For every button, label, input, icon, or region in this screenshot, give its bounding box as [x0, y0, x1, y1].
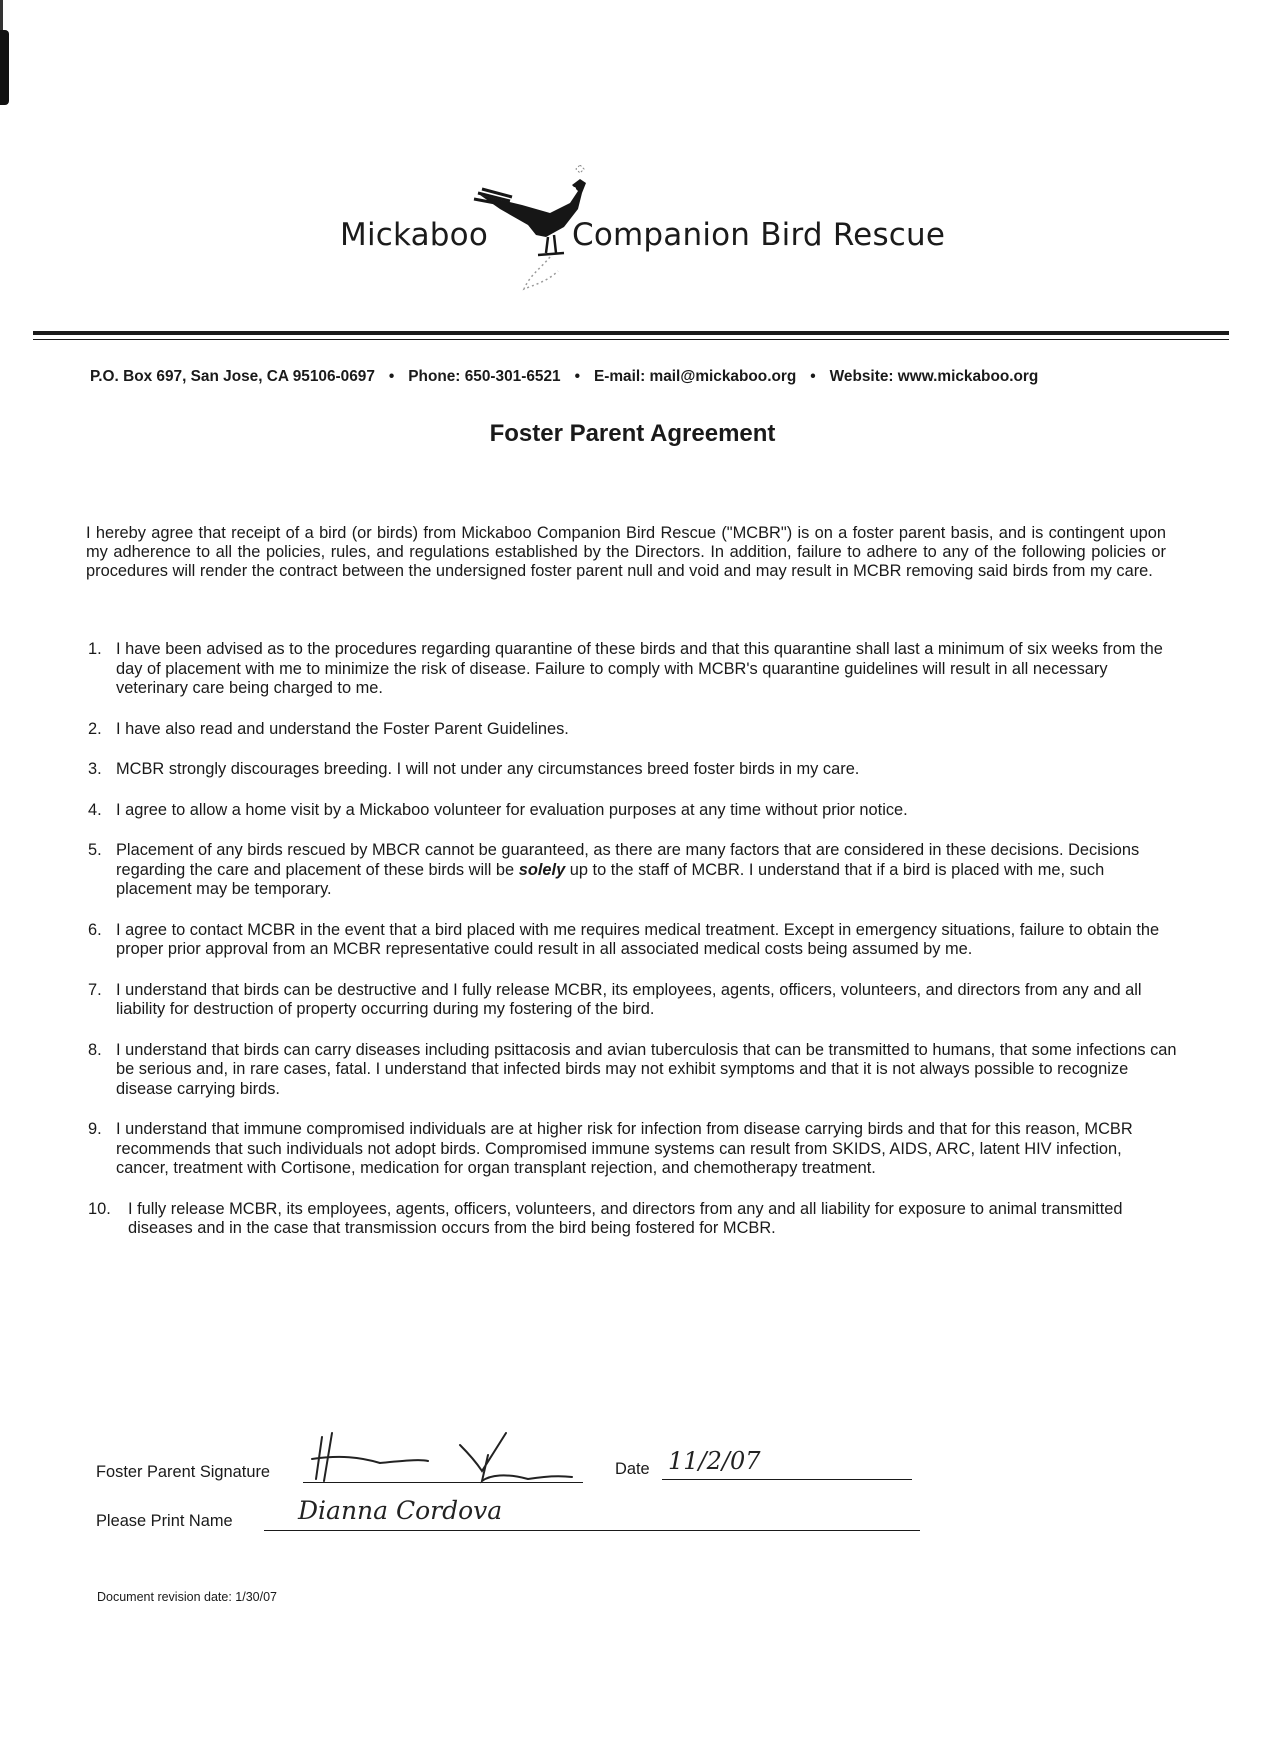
- contact-phone: Phone: 650-301-6521: [408, 368, 561, 385]
- agreement-clauses: [88, 640, 1178, 1260]
- signature-label: Foster Parent Signature: [96, 1463, 271, 1481]
- clause-item: [88, 801, 1178, 821]
- contact-separator: •: [388, 368, 395, 385]
- print-name-label: Please Print Name: [96, 1512, 233, 1530]
- clause-number: 8.: [88, 1040, 102, 1059]
- contact-line: [90, 368, 1200, 386]
- clause-text: MCBR strongly discourages breeding. I will not under any circumstances breed foster birds in my care.: [116, 760, 860, 778]
- intro-paragraph: I hereby agree that receipt of a bird (or birds) from Mickaboo Companion Bird Rescue ("MCBR") is on a foster parent basis, and is contingent upon my adherence to all the policies, rules, and regulations established by the Directors. In addition, failure to adhere to any of the following policies or procedures will render the contract between the undersigned foster parent null and void and may result in MCBR removing said birds from my care.: [86, 524, 1166, 581]
- contact-address: P.O. Box 697, San Jose, CA 95106-0697: [90, 368, 375, 385]
- revision-date: Document revision date: 1/30/07: [97, 1590, 277, 1604]
- clause-item: [88, 760, 1178, 780]
- clause-item: [88, 640, 1178, 699]
- contact-separator: •: [574, 368, 580, 385]
- document-title: Foster Parent Agreement: [489, 420, 776, 447]
- contact-website: Website: www.mickaboo.org: [829, 368, 1039, 385]
- header-divider-thin: [33, 339, 1229, 340]
- clause-number: 4.: [88, 800, 102, 819]
- logo-text-mickaboo: Mickaboo: [340, 217, 489, 253]
- contact-email: E-mail: mail@mickaboo.org: [593, 368, 797, 385]
- print-name-value: Dianna Cordova: [298, 1496, 503, 1525]
- clause-item: [88, 921, 1178, 960]
- clause-number: 10.: [88, 1199, 111, 1218]
- clause-text-before: Placement of any birds rescued by MBCR cannot be guaranteed, as there are many factors that are considered in these decisions. Decisions regarding the care and placement of these birds will be: [116, 841, 1140, 879]
- handwritten-signature: [310, 1425, 580, 1487]
- clause-text: I agree to allow a home visit by a Mickaboo volunteer for evaluation purposes at any time without prior notice.: [116, 800, 908, 819]
- clause-item: [88, 1200, 1178, 1239]
- scan-edge-line: [0, 0, 3, 30]
- clause-text: I understand that birds can be destructive and I fully release MCBR, its employees, agents, officers, volunteers, and directors from any and all liability for destruction of property occurring during my fostering of the bird.: [116, 980, 1142, 1018]
- clause-emphasis: solely: [518, 860, 566, 879]
- clause-item: [88, 1120, 1178, 1179]
- clause-number: 2.: [88, 719, 102, 738]
- clause-number: 9.: [88, 1120, 102, 1138]
- org-logo: [340, 165, 980, 300]
- clause-item: [88, 720, 1178, 740]
- clause-number: 7.: [88, 980, 102, 999]
- header-divider-thick: [33, 331, 1229, 335]
- clause-text: I agree to contact MCBR in the event that a bird placed with me requires medical treatment. Except in emergency situations, failure to obtain the proper prior approval from an MCBR representative could result in all associated medical costs being assumed by me.: [116, 920, 1160, 958]
- clause-text: I understand that birds can carry diseases including psittacosis and avian tuberculosis that can be transmitted to humans, that some infections can be serious and, in rare cases, fatal. I understand that infected birds may not exhibit symptoms and that it is not always possible to recognize disease carrying birds.: [116, 1040, 1177, 1098]
- clause-item: [88, 841, 1178, 900]
- clause-text-after: up to the staff of MCBR. I understand that if a bird is placed with me, such placement may be temporary.: [116, 860, 1105, 898]
- clause-text: I have been advised as to the procedures regarding quarantine of these birds and that this quarantine shall last a minimum of six weeks from the day of placement with me to minimize the risk of disease. Failure to comply with MCBR's quarantine guidelines will result in all necessary veterinary care being charged to me.: [116, 640, 1163, 697]
- print-name-line: [264, 1530, 920, 1531]
- date-value: 11/2/07: [668, 1447, 761, 1475]
- scan-edge-mark: [0, 30, 9, 105]
- clause-number: 6.: [88, 920, 102, 939]
- logo-text-companion-bird-rescue: Companion Bird Rescue: [572, 217, 946, 253]
- clause-text: I have also read and understand the Foster Parent Guidelines.: [116, 719, 569, 738]
- clause-item: [88, 981, 1178, 1020]
- clause-number: 1.: [88, 640, 102, 658]
- bird-logo-icon: [460, 165, 590, 300]
- clause-number: 5.: [88, 841, 102, 859]
- clause-item: [88, 1041, 1178, 1100]
- date-label: Date: [615, 1460, 650, 1478]
- contact-separator: •: [810, 368, 816, 385]
- date-line: [662, 1479, 912, 1480]
- clause-number: 3.: [88, 760, 102, 778]
- clause-text: I fully release MCBR, its employees, agents, officers, volunteers, and directors from any and all liability for exposure to animal transmitted diseases and in the case that transmission occurs from the bird being fostered for MCBR.: [128, 1199, 1123, 1237]
- clause-text: I understand that immune compromised individuals are at higher risk for infection from disease carrying birds and that for this reason, MCBR recommends that such individuals not adopt birds. Compromised immune systems can result from SKIDS, AIDS, ARC, latent HIV infection, cancer, treatment with Cortisone, medication for organ transplant rejection, and chemotherapy treatment.: [116, 1120, 1133, 1177]
